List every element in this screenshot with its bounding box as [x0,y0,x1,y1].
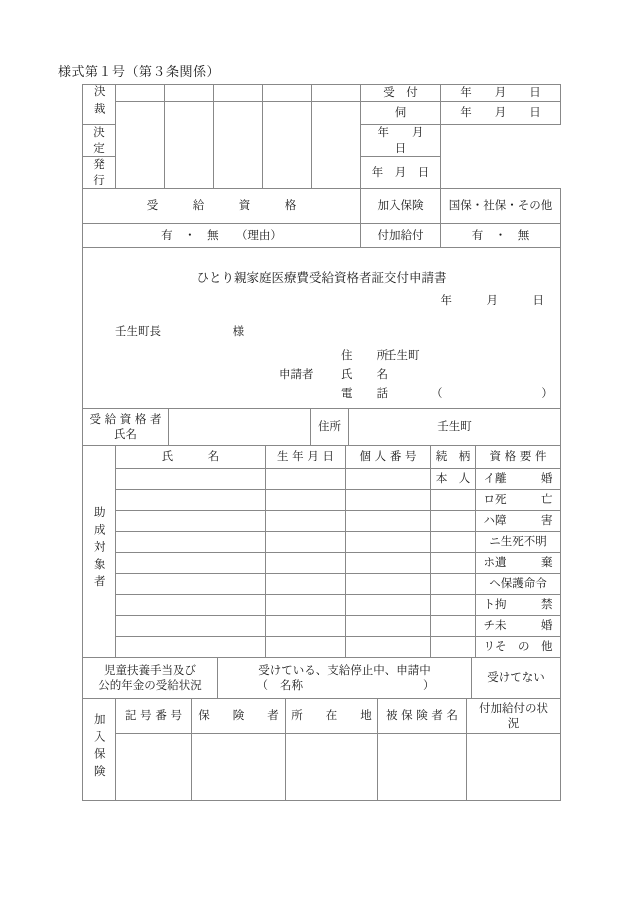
receipt-label-1: 受 付 [361,85,441,102]
table-row [83,637,561,658]
receipt-date-1[interactable]: 年 月 日 [441,85,561,102]
addressee-honorific: 様 [232,324,245,339]
insurance-type-options[interactable]: 国保・社保・その他 [441,189,561,224]
recipient-table [82,408,561,446]
insurance-header-row [83,699,561,734]
approval-header-row [83,85,561,102]
requirement-text: 保護命令 [500,576,547,591]
cell-relation[interactable]: 本 人 [431,469,476,490]
insurance-type-label: 加入保険 [361,189,441,224]
insurance-label-cell [83,699,116,801]
approval-stamp-3[interactable] [214,102,263,189]
cell-birthdate[interactable] [266,553,346,574]
cell-extra-benefit[interactable] [467,734,561,801]
requirement-key: ト [483,597,495,612]
allowance-receiving-option[interactable] [218,658,472,699]
receipt-date-4[interactable]: 年 月 日 [361,157,441,189]
cell-name[interactable] [116,574,266,595]
cell-birthdate[interactable] [266,595,346,616]
allowance-status-table [82,657,561,699]
cell-symbol-number[interactable] [116,734,192,801]
cell-name[interactable] [116,532,266,553]
cell-birthdate[interactable] [266,469,346,490]
requirement-key: ヘ [489,576,501,591]
requirement-key: ロ [483,492,495,507]
col-header-symbol-number: 記 号 番 号 [116,699,192,734]
col-header-extra-benefit-line2: 況 [507,716,520,731]
beneficiaries-vertical-label: 助成対象者 [92,506,107,593]
application-date[interactable]: 年 月 日 [440,293,544,308]
eligibility-title: 受 給 資 格 [83,189,361,224]
extra-benefit-options[interactable]: 有 ・ 無 [441,224,561,248]
allowance-not-receiving-option[interactable]: 受けてない [472,658,561,699]
cell-name[interactable] [116,469,266,490]
insurance-data-row [83,734,561,801]
requirement-text: 死 亡 [495,492,553,507]
paren-open: （ [256,678,268,693]
cell-birthdate[interactable] [266,616,346,637]
cell-my-number[interactable] [346,574,431,595]
table-row [83,532,561,553]
applicant-name-row [279,367,569,386]
beneficiaries-header-row [83,446,561,469]
cell-relation[interactable] [431,532,476,553]
recipient-name-value[interactable] [169,409,311,446]
applicant-block [279,348,569,405]
cell-my-number[interactable] [346,553,431,574]
receipt-date-2[interactable]: 年 月 日 [441,102,561,125]
recipient-name-label-line2: 氏名 [114,427,137,442]
cell-name[interactable] [116,490,266,511]
cell-requirement[interactable] [476,511,561,532]
recipient-row [83,409,561,446]
approval-slot-4[interactable] [263,85,312,102]
approval-stamp-2[interactable] [165,102,214,189]
applicant-phone-row [279,386,569,405]
col-header-insured-name: 被 保 険 者 名 [378,699,467,734]
cell-requirement[interactable] [476,574,561,595]
cell-birthdate[interactable] [266,532,346,553]
cell-my-number[interactable] [346,637,431,658]
requirement-key: ホ [483,555,495,570]
approval-slot-3[interactable] [214,85,263,102]
application-table [82,247,569,409]
insurance-vertical-label: 加入保険 [92,712,107,782]
cell-birthdate[interactable] [266,490,346,511]
applicant-name-label: 氏 名 [341,367,395,382]
table-row [83,616,561,637]
applicant-tag: 申請者 [279,367,314,382]
recipient-name-label-line1: 受 給 資 格 者 [89,411,162,426]
cell-relation[interactable] [431,595,476,616]
insurance-table [82,698,561,801]
paren-close: ） [423,678,435,693]
requirement-key: ニ [489,534,501,549]
receipt-label-2: 伺 [361,102,441,125]
approval-slot-1[interactable] [116,85,165,102]
extra-benefit-label: 付加給付 [361,224,441,248]
extra-benefit-row [83,224,561,248]
cell-requirement[interactable] [476,490,561,511]
requirement-text: 未 婚 [495,618,553,633]
cell-name[interactable] [116,637,266,658]
cell-relation[interactable] [431,574,476,595]
header-table [82,84,561,189]
table-row [83,511,561,532]
cell-relation[interactable] [431,616,476,637]
requirement-text: 遺 棄 [495,555,553,570]
allowance-status-row [83,658,561,699]
cell-my-number[interactable] [346,490,431,511]
cell-requirement[interactable] [476,469,561,490]
table-row [83,490,561,511]
col-header-extra-benefit [467,699,561,734]
cell-birthdate[interactable] [266,574,346,595]
eligibility-row [83,189,561,224]
approval-label-cell [83,85,116,125]
cell-my-number[interactable] [346,532,431,553]
col-header-extra-benefit-line1: 付加給付の状 [479,700,548,715]
applicant-phone-label: 電 話 [341,386,395,401]
applicant-address-value[interactable]: 壬生町 [385,348,420,363]
cell-relation[interactable] [431,490,476,511]
application-body [83,248,569,408]
allowance-status-label-line1: 児童扶養手当及び [104,662,196,677]
application-body-cell [83,248,569,409]
requirement-text: 障 害 [495,513,553,528]
cell-requirement[interactable] [476,595,561,616]
approval-stamp-4[interactable] [263,102,312,189]
cell-name[interactable] [116,616,266,637]
approval-label: 決裁 [92,85,107,120]
allowance-receiving-name-row [218,678,471,694]
table-row [83,574,561,595]
beneficiaries-label-cell [83,446,116,658]
cell-requirement[interactable] [476,532,561,553]
cell-my-number[interactable] [346,595,431,616]
requirement-text: 拘 禁 [495,597,553,612]
col-header-location: 所 在 地 [286,699,378,734]
table-row [83,553,561,574]
cell-name[interactable] [116,511,266,532]
cell-requirement[interactable] [476,637,561,658]
receipt-label-3: 決 定 [83,125,116,157]
cell-requirement[interactable] [476,616,561,637]
col-header-requirement: 資 格 要 件 [476,446,561,469]
requirement-text: 生死不明 [500,534,547,549]
cell-relation[interactable] [431,511,476,532]
table-row [83,595,561,616]
requirement-key: リ [483,639,495,654]
addressee-name: 壬生町長 [115,324,161,339]
table-row [83,469,561,490]
receipt-label-4: 発 行 [83,157,116,189]
cell-name[interactable] [116,595,266,616]
eligibility-table [82,188,561,248]
col-header-my-number: 個 人 番 号 [346,446,431,469]
approval-slot-5[interactable] [312,85,361,102]
applicant-address-row [279,348,569,367]
cell-my-number[interactable] [346,469,431,490]
recipient-address-label: 住所 [311,409,349,446]
cell-my-number[interactable] [346,616,431,637]
approval-body-row [83,102,561,125]
allowance-receiving-name-label: 名称 [280,678,303,693]
approval-stamp-1[interactable] [116,102,165,189]
cell-my-number[interactable] [346,511,431,532]
requirement-key: チ [483,618,495,633]
cell-relation[interactable] [431,553,476,574]
allowance-status-label-line2: 公的年金の受給状況 [98,678,202,693]
application-title: ひとり親家庭医療費受給資格者証交付申請書 [196,270,447,286]
approval-slot-2[interactable] [165,85,214,102]
requirement-text: 離 婚 [495,471,553,486]
cell-birthdate[interactable] [266,511,346,532]
addressee [115,324,244,340]
applicant-phone-value[interactable]: （ ） [431,386,569,401]
requirement-key: イ [483,471,495,486]
cell-requirement[interactable] [476,553,561,574]
col-header-insurer: 保 険 者 [192,699,286,734]
applicant-address-label: 住 所 [341,348,395,363]
requirement-text: そ の 他 [495,639,553,654]
receipt-date-3[interactable]: 年 月 日 [361,125,441,157]
application-row [83,248,561,409]
form-number: 様式第１号（第３条関係） [58,65,221,80]
allowance-receiving-text: 受けている、支給停止中、申請中 [258,662,431,677]
beneficiaries-table [82,445,561,658]
cell-location[interactable] [286,734,378,801]
cell-insured-name[interactable] [378,734,467,801]
allowance-status-label [83,658,218,699]
col-header-name: 氏 名 [116,446,266,469]
form-sheet [82,84,569,801]
col-header-relation: 続 柄 [431,446,476,469]
cell-relation[interactable] [431,637,476,658]
eligibility-yes-no-reason[interactable]: 有 ・ 無 （理由） [83,224,361,248]
recipient-address-value[interactable]: 壬生町 [349,409,561,446]
col-header-birthdate: 生 年 月 日 [266,446,346,469]
cell-name[interactable] [116,553,266,574]
requirement-key: ハ [483,513,495,528]
approval-stamp-5[interactable] [312,102,361,189]
cell-birthdate[interactable] [266,637,346,658]
cell-insurer[interactable] [192,734,286,801]
recipient-name-label [83,409,169,446]
